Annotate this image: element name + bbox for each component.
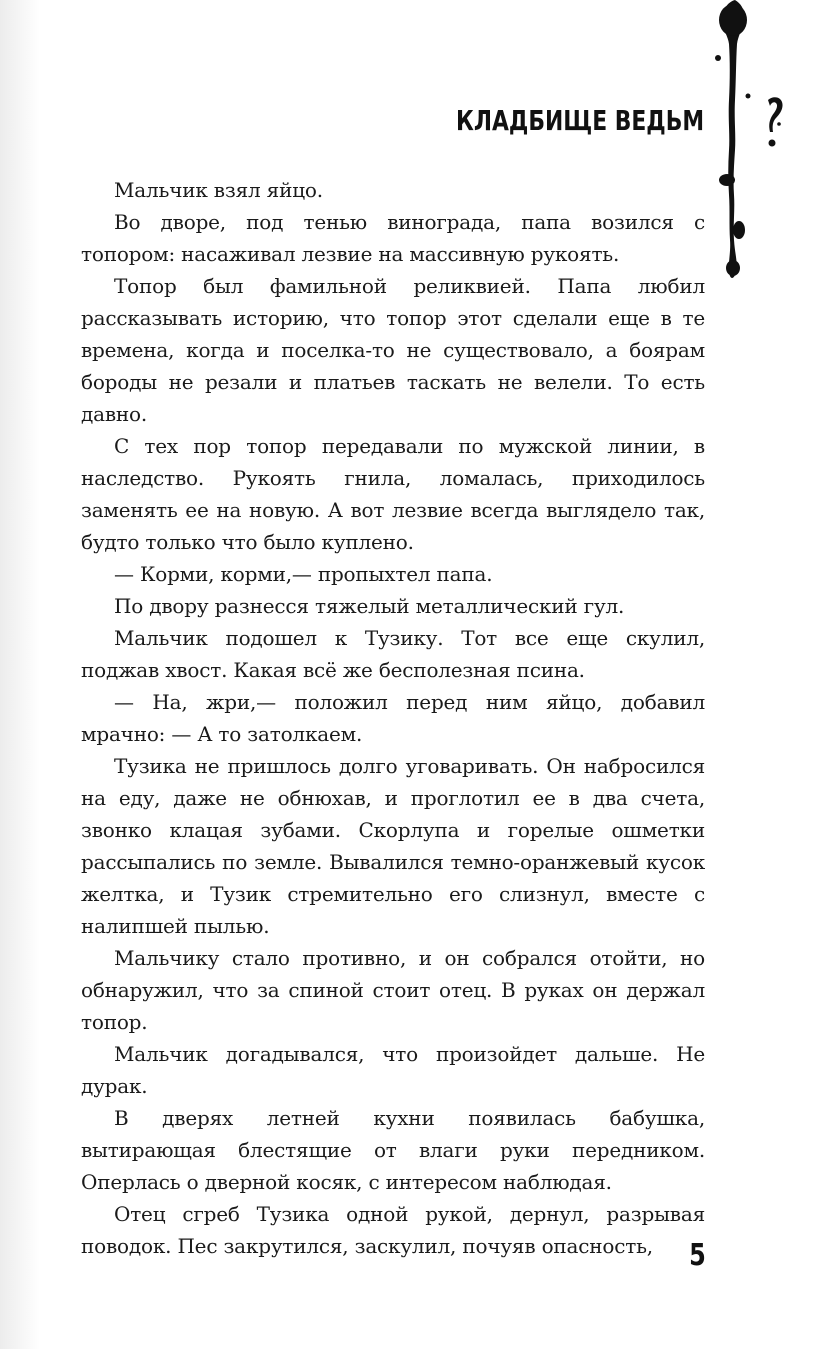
paragraph: Во дворе, под тенью винограда, папа возился с топором: насаживал лезвие на массивную рукоять.: [81, 210, 705, 266]
paragraph: Топор был фамильной реликвией. Папа любил рассказывать историю, что топор этот сделали еще в те времена, когда и поселка-то не существовало, а боярам бороды не резали и платьев таскать не велели. То есть давно.: [81, 274, 705, 426]
paragraph: В дверях летней кухни появилась бабушка, вытирающая блестящие от влаги руки передником. Оперлась о дверной косяк, с интересом наблюдая.: [81, 1106, 705, 1194]
paragraph: — Корми, корми,— пропыхтел папа.: [114, 562, 493, 586]
paragraph: Мальчик догадывался, что произойдет дальше. Не дурак.: [81, 1042, 705, 1098]
paragraph: Тузика не пришлось долго уговаривать. Он набросился на еду, даже не обнюхав, и проглотил ее в два счета, звонко клацая зубами. Скорлупа и горелые ошметки рассыпались по земле. Вывалился темно-оранжевый кусок желтка, и Тузик стремительно его слизнул, вместе с налипшей пылью.: [81, 754, 705, 938]
ink-exclamation-ornament: [700, 0, 800, 290]
paragraph: Мальчик подошел к Тузику. Тот все еще скулил, поджав хвост. Какая всё же бесполезная псина.: [81, 626, 705, 682]
page-gutter-shadow: [0, 0, 40, 1349]
paragraph: По двору разнесся тяжелый металлический гул.: [114, 594, 625, 618]
page-number: 5: [689, 1238, 706, 1273]
paragraph: Отец сгреб Тузика одной рукой, дернул, разрывая поводок. Пес закрутился, заскулил, почуяв опасность,: [81, 1202, 705, 1258]
running-title: КЛАДБИЩЕ ВЕДЬМ: [455, 104, 704, 137]
paragraph: Мальчику стало противно, и он собрался отойти, но обнаружил, что за спиной стоит отец. В руках он держал топор.: [81, 946, 705, 1034]
chapter-body-text: [81, 174, 705, 1262]
paragraph: Мальчик взял яйцо.: [114, 178, 323, 202]
paragraph: — На, жри,— положил перед ним яйцо, добавил мрачно: — А то затолкаем.: [81, 690, 705, 746]
paragraph: С тех пор топор передавали по мужской линии, в наследство. Рукоять гнила, ломалась, приходилось заменять ее на новую. А вот лезвие всегда выглядело так, будто только что было куплено.: [81, 434, 705, 554]
